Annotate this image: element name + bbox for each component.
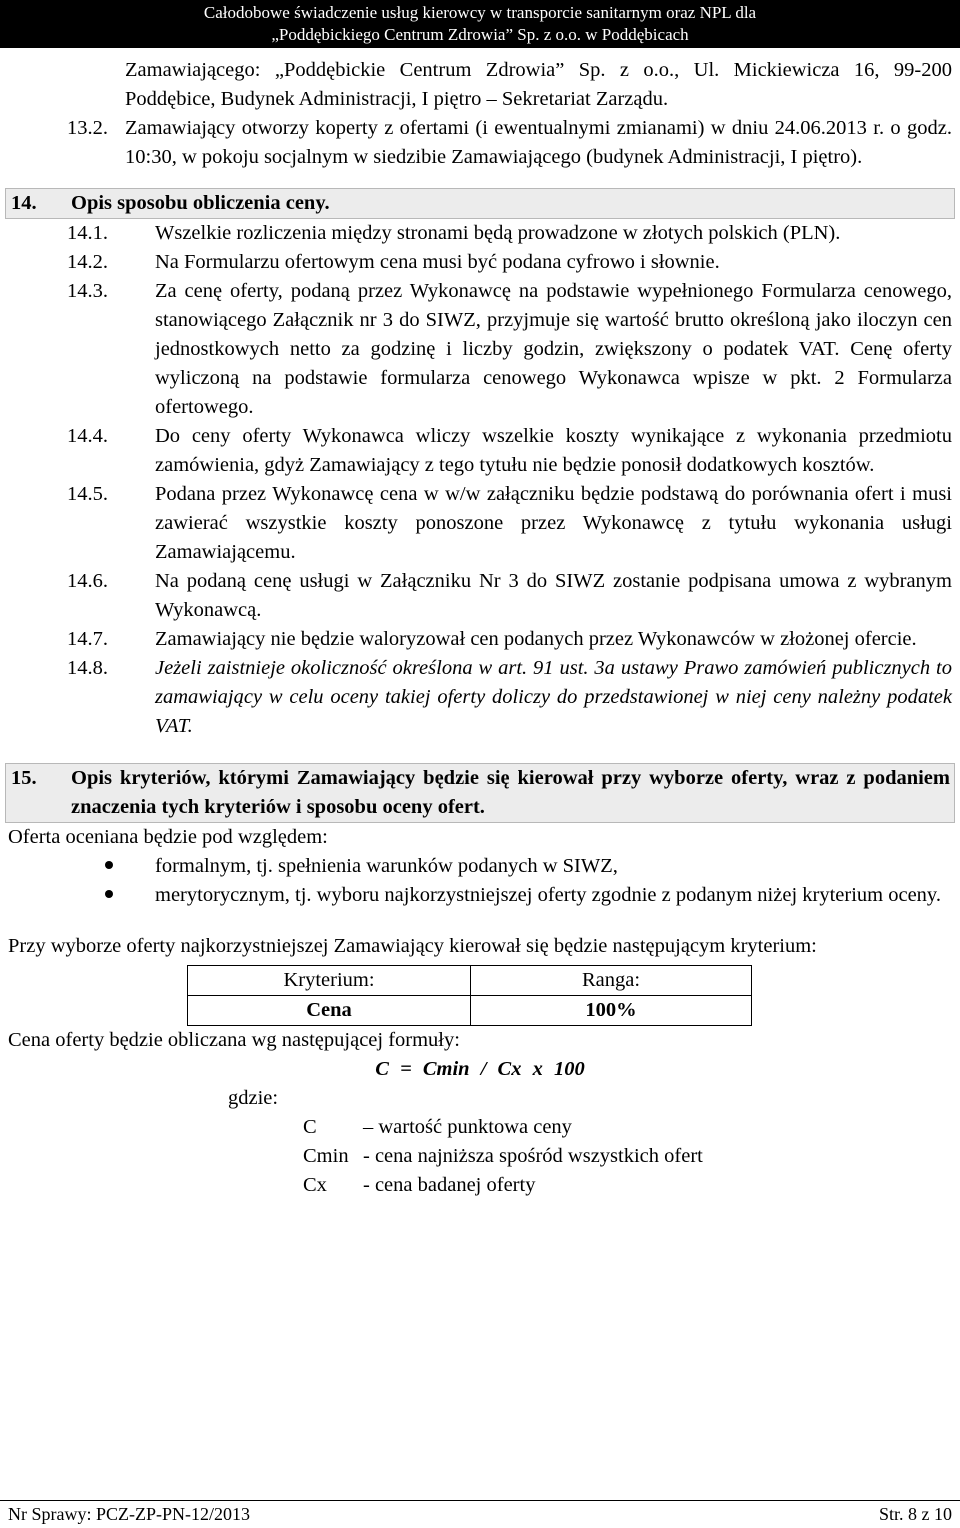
bullet-item <box>125 881 952 910</box>
case-number: Nr Sprawy: PCZ-ZP-PN-12/2013 <box>8 1504 250 1524</box>
item-14-6 <box>67 567 952 625</box>
criteria-table <box>187 965 752 1026</box>
item-14-4 <box>67 422 952 480</box>
bullet-icon <box>125 852 155 881</box>
paragraph-text: Zamawiający otworzy koperty z ofertami (i ewentualnymi zmianami) w dniu 24.06.2013 r. o godz. 10:30, w pokoju socjalnym w siedzibie Zamawiającego (budynek Administracji, I piętro). <box>125 117 952 168</box>
document-body <box>0 56 960 1200</box>
paragraph-13-2 <box>0 114 960 172</box>
item-14-8 <box>67 654 952 741</box>
evaluation-intro: Oferta oceniana będzie pod względem: <box>8 826 328 848</box>
bullet-text: formalnym, tj. spełnienia warunków podanych w SIWZ, <box>155 855 618 877</box>
table-row <box>188 996 752 1026</box>
item-number: 14.2. <box>67 251 108 273</box>
table-header-cell: Kryterium: <box>188 966 471 996</box>
section-title: Opis kryteriów, którymi Zamawiający będzie się kierował przy wyborze oferty, wraz z podaniem znaczenia tych kryteriów i sposobu oceny ofert. <box>71 767 950 818</box>
paragraph-number: 13.2. <box>67 117 108 139</box>
item-number: 14.1. <box>67 222 108 244</box>
item-text: Jeżeli zaistnieje okoliczność określona w art. 91 ust. 3a ustawy Prawo zamówień publicznych to zamawiający w celu oceny takiej oferty doliczy do przedstawionej w niej ceny należny podatek VAT. <box>155 657 952 737</box>
legend-symbol: C <box>303 1116 317 1138</box>
table-cell: 100% <box>471 996 752 1026</box>
table-header-row <box>188 966 752 996</box>
item-14-1 <box>67 219 952 248</box>
item-text: Na podaną cenę usługi w Załączniku Nr 3 do SIWZ zostanie podpisana umowa z wybranym Wykonawcą. <box>155 570 952 621</box>
item-number: 14.3. <box>67 280 108 302</box>
legend-symbol: Cx <box>303 1174 327 1196</box>
formula-intro: Cena oferty będzie obliczana wg następującej formuły: <box>8 1029 460 1051</box>
formula-legend <box>303 1113 960 1200</box>
legend-description: - cena najniższa spośród wszystkich ofert <box>363 1145 703 1167</box>
item-number: 14.4. <box>67 425 108 447</box>
legend-row <box>303 1171 960 1200</box>
criteria-intro: Przy wyborze oferty najkorzystniejszej Zamawiający kierował się będzie następującym kryterium: <box>8 935 817 957</box>
item-14-7 <box>67 625 952 654</box>
item-text: Do ceny oferty Wykonawca wliczy wszelkie koszty wynikające z wykonania przedmiotu zamówienia, gdyż Zamawiający z tego tytułu nie będzie ponosił dodatkowych kosztów. <box>155 425 952 476</box>
bullet-item <box>125 852 952 881</box>
header-line-2: „Poddębickiego Centrum Zdrowia” Sp. z o.o. w Poddębicach <box>271 25 689 44</box>
item-14-3 <box>67 277 952 422</box>
section-15-heading <box>5 763 955 823</box>
legend-symbol: Cmin <box>303 1145 349 1167</box>
item-14-2 <box>67 248 952 277</box>
item-text: Zamawiający nie będzie waloryzował cen podanych przez Wykonawców w złożonej ofercie. <box>155 628 917 650</box>
table-header-cell: Ranga: <box>471 966 752 996</box>
legend-row <box>303 1113 960 1142</box>
item-number: 14.5. <box>67 483 108 505</box>
table-cell: Cena <box>188 996 471 1026</box>
legend-row <box>303 1142 960 1171</box>
section-14-heading <box>5 188 955 219</box>
section-title: Opis sposobu obliczenia ceny. <box>71 192 330 214</box>
item-text: Podana przez Wykonawcę cena w w/w załączniku będzie podstawą do porównania ofert i musi zawierać wszystkie koszty ponoszone przez Wykonawcę z tytułu wykonania usługi Zamawiającemu. <box>155 483 952 563</box>
item-number: 14.8. <box>67 657 108 679</box>
legend-description: – wartość punktowa ceny <box>363 1116 572 1138</box>
section-number: 15. <box>11 767 37 789</box>
continuation-paragraph: Zamawiającego: „Poddębickie Centrum Zdrowia” Sp. z o.o., Ul. Mickiewicza 16, 99-200 Poddębice, Budynek Administracji, I piętro – Sekretariat Zarządu. <box>125 59 952 110</box>
item-text: Wszelkie rozliczenia między stronami będą prowadzone w złotych polskich (PLN). <box>155 222 841 244</box>
bullet-icon <box>125 881 155 910</box>
bullet-text: merytorycznym, tj. wyboru najkorzystniejszej oferty zgodnie z podanym niżej kryterium oceny. <box>155 884 941 906</box>
item-text: Za cenę oferty, podaną przez Wykonawcę na podstawie wypełnionego Formularza cenowego, stanowiącego Załącznik nr 3 do SIWZ, przyjmuje się wartość brutto określoną jako iloczyn cen jednostkowych netto za godzinę i liczby godzin, zwiększony o podatek VAT. Cenę oferty wyliczoną na podstawie formularza cenowego Wykonawca wpisze w pkt. 2 Formularza ofertowego. <box>155 280 952 418</box>
header-line-1: Całodobowe świadczenie usług kierowcy w transporcie sanitarnym oraz NPL dla <box>203 3 757 22</box>
page-number: Str. 8 z 10 <box>878 1504 952 1524</box>
section-number: 14. <box>11 192 37 214</box>
price-formula: C = Cmin / Cx x 100 <box>375 1058 585 1080</box>
evaluation-bullet-list <box>125 852 952 910</box>
item-number: 14.6. <box>67 570 108 592</box>
item-number: 14.7. <box>67 628 108 650</box>
item-text: Na Formularzu ofertowym cena musi być podana cyfrowo i słownie. <box>155 251 720 273</box>
formula-where-label: gdzie: <box>228 1087 279 1109</box>
legend-description: - cena badanej oferty <box>363 1174 536 1196</box>
item-14-5 <box>67 480 952 567</box>
document-footer <box>0 1500 960 1528</box>
document-header <box>0 0 960 48</box>
